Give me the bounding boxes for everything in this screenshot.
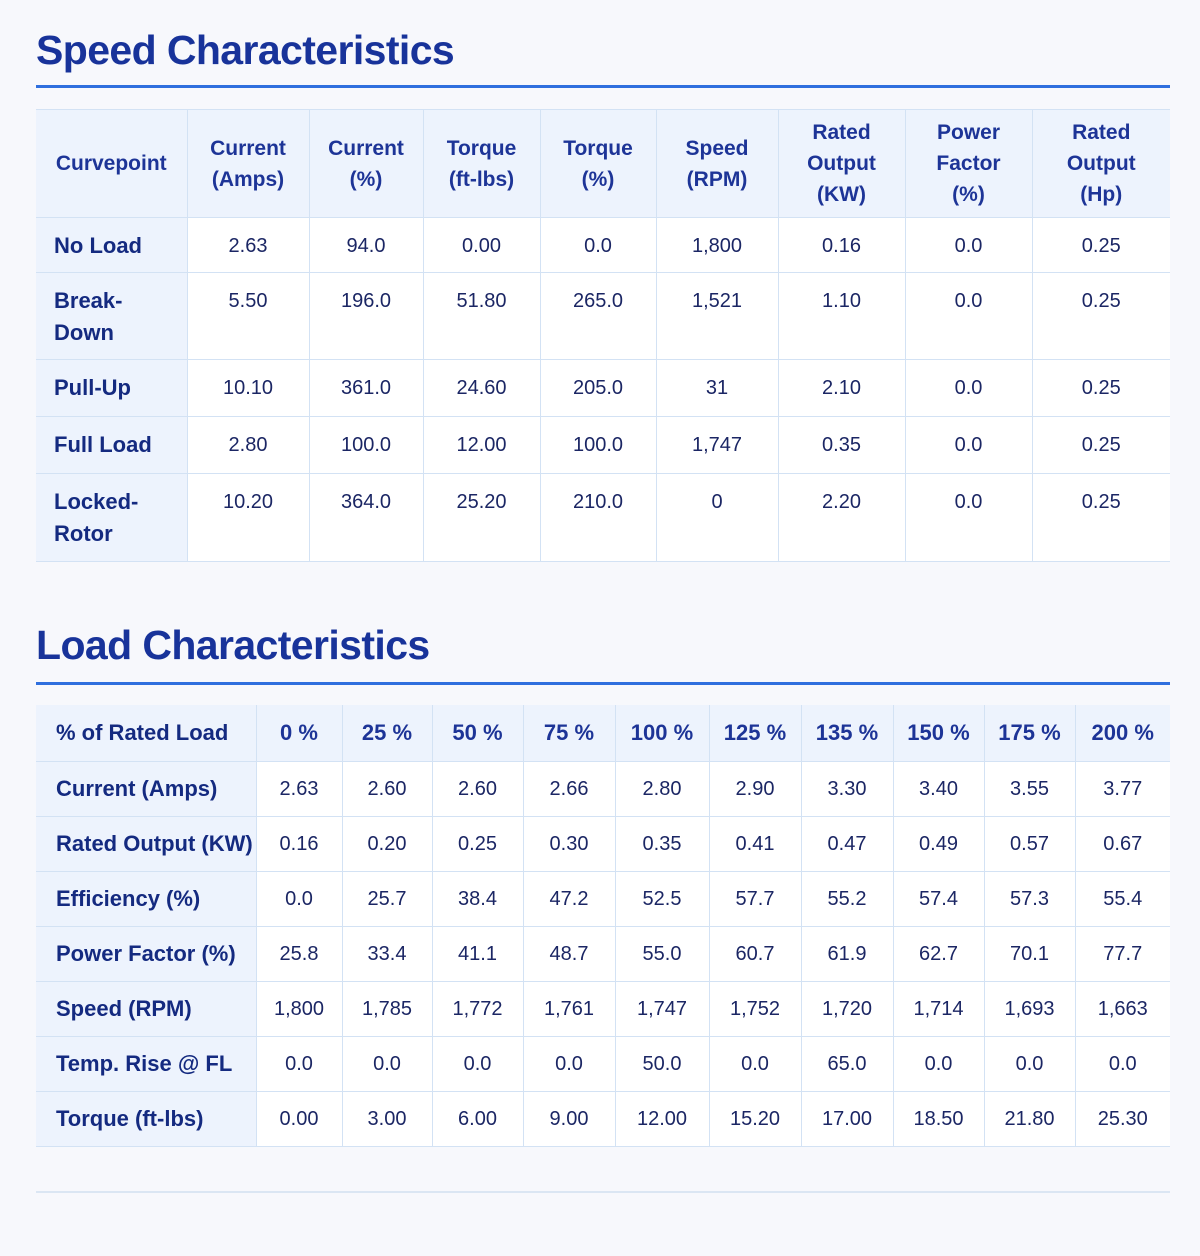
load-row bbox=[36, 982, 1170, 1037]
speed-value-cell: 0.25 bbox=[1032, 218, 1170, 273]
load-value-cell: 47.2 bbox=[523, 872, 615, 927]
load-header-label: % of Rated Load bbox=[36, 705, 256, 762]
load-row bbox=[36, 927, 1170, 982]
speed-value-cell: 1,800 bbox=[656, 218, 778, 273]
speed-value-cell: 0.0 bbox=[905, 273, 1032, 360]
load-value-cell: 38.4 bbox=[432, 872, 523, 927]
load-value-cell: 77.7 bbox=[1075, 927, 1170, 982]
load-value-cell: 3.77 bbox=[1075, 762, 1170, 817]
load-value-cell: 57.4 bbox=[893, 872, 984, 927]
load-value-cell: 6.00 bbox=[432, 1092, 523, 1147]
speed-value-cell: 100.0 bbox=[540, 417, 656, 474]
load-header-cell: 125 % bbox=[709, 705, 801, 762]
speed-value-cell: 0.25 bbox=[1032, 273, 1170, 360]
speed-header-text: Power Factor (%) bbox=[936, 121, 1001, 206]
load-value-cell: 0.0 bbox=[432, 1037, 523, 1092]
speed-title-rule bbox=[36, 85, 1170, 88]
load-value-cell: 57.7 bbox=[709, 872, 801, 927]
speed-value-cell: 361.0 bbox=[309, 360, 423, 417]
speed-value-cell: 94.0 bbox=[309, 218, 423, 273]
load-value-cell: 0.25 bbox=[432, 817, 523, 872]
load-value-cell: 25.30 bbox=[1075, 1092, 1170, 1147]
load-value-cell: 0.0 bbox=[1075, 1037, 1170, 1092]
speed-value-cell: 196.0 bbox=[309, 273, 423, 360]
speed-row-label: Full Load bbox=[36, 417, 187, 474]
load-row bbox=[36, 817, 1170, 872]
speed-row-label: Pull-Up bbox=[36, 360, 187, 417]
speed-header-cell bbox=[656, 110, 778, 218]
speed-value-cell: 2.10 bbox=[778, 360, 905, 417]
speed-value-cell: 0.00 bbox=[423, 218, 540, 273]
speed-value-cell: 0.25 bbox=[1032, 417, 1170, 474]
load-header-row bbox=[36, 705, 1170, 762]
load-row-label: Speed (RPM) bbox=[36, 982, 256, 1037]
load-value-cell: 62.7 bbox=[893, 927, 984, 982]
load-row bbox=[36, 762, 1170, 817]
load-row-label: Current (Amps) bbox=[36, 762, 256, 817]
load-value-cell: 65.0 bbox=[801, 1037, 893, 1092]
speed-value-cell: 210.0 bbox=[540, 474, 656, 562]
load-value-cell: 0.35 bbox=[615, 817, 709, 872]
load-value-cell: 41.1 bbox=[432, 927, 523, 982]
load-value-cell: 25.8 bbox=[256, 927, 342, 982]
load-header-cell: 175 % bbox=[984, 705, 1075, 762]
load-row bbox=[36, 872, 1170, 927]
speed-row-label: Locked- Rotor bbox=[36, 474, 187, 562]
speed-row-label: No Load bbox=[36, 218, 187, 273]
load-value-cell: 57.3 bbox=[984, 872, 1075, 927]
load-value-cell: 1,752 bbox=[709, 982, 801, 1037]
speed-value-cell: 0.0 bbox=[905, 360, 1032, 417]
speed-value-cell: 0.16 bbox=[778, 218, 905, 273]
load-header-cell: 150 % bbox=[893, 705, 984, 762]
load-value-cell: 1,720 bbox=[801, 982, 893, 1037]
load-value-cell: 0.47 bbox=[801, 817, 893, 872]
load-value-cell: 0.67 bbox=[1075, 817, 1170, 872]
load-characteristics-table bbox=[36, 705, 1170, 1147]
speed-value-cell: 31 bbox=[656, 360, 778, 417]
load-value-cell: 55.0 bbox=[615, 927, 709, 982]
load-row-label: Torque (ft-lbs) bbox=[36, 1092, 256, 1147]
speed-header-text: Speed (RPM) bbox=[685, 136, 749, 191]
load-row bbox=[36, 1092, 1170, 1147]
load-header-cell: 135 % bbox=[801, 705, 893, 762]
load-value-cell: 3.30 bbox=[801, 762, 893, 817]
speed-value-cell: 51.80 bbox=[423, 273, 540, 360]
speed-value-cell: 0.25 bbox=[1032, 474, 1170, 562]
speed-value-cell: 364.0 bbox=[309, 474, 423, 562]
load-value-cell: 2.63 bbox=[256, 762, 342, 817]
speed-header-cell bbox=[905, 110, 1032, 218]
speed-row bbox=[36, 273, 1170, 360]
speed-value-cell: 0.0 bbox=[905, 417, 1032, 474]
speed-value-cell: 0 bbox=[656, 474, 778, 562]
load-header-cell: 25 % bbox=[342, 705, 432, 762]
load-value-cell: 21.80 bbox=[984, 1092, 1075, 1147]
load-value-cell: 70.1 bbox=[984, 927, 1075, 982]
load-value-cell: 1,800 bbox=[256, 982, 342, 1037]
load-value-cell: 0.0 bbox=[256, 1037, 342, 1092]
speed-header-row bbox=[36, 110, 1170, 218]
load-header-cell: 200 % bbox=[1075, 705, 1170, 762]
load-value-cell: 15.20 bbox=[709, 1092, 801, 1147]
load-value-cell: 2.60 bbox=[342, 762, 432, 817]
speed-value-cell: 265.0 bbox=[540, 273, 656, 360]
load-value-cell: 0.57 bbox=[984, 817, 1075, 872]
load-value-cell: 1,663 bbox=[1075, 982, 1170, 1037]
load-header-cell: 50 % bbox=[432, 705, 523, 762]
load-value-cell: 2.90 bbox=[709, 762, 801, 817]
speed-header-cell bbox=[309, 110, 423, 218]
speed-value-cell: 0.35 bbox=[778, 417, 905, 474]
load-value-cell: 48.7 bbox=[523, 927, 615, 982]
load-row bbox=[36, 1037, 1170, 1092]
load-row-label: Efficiency (%) bbox=[36, 872, 256, 927]
speed-header-cell: Curvepoint bbox=[36, 110, 187, 218]
load-value-cell: 0.0 bbox=[256, 872, 342, 927]
speed-header-cell bbox=[423, 110, 540, 218]
speed-value-cell: 0.25 bbox=[1032, 360, 1170, 417]
load-value-cell: 1,761 bbox=[523, 982, 615, 1037]
speed-value-cell: 1,521 bbox=[656, 273, 778, 360]
load-value-cell: 0.0 bbox=[893, 1037, 984, 1092]
speed-value-cell: 2.20 bbox=[778, 474, 905, 562]
speed-value-cell: 0.0 bbox=[905, 474, 1032, 562]
load-value-cell: 12.00 bbox=[615, 1092, 709, 1147]
speed-value-cell: 0.0 bbox=[905, 218, 1032, 273]
speed-header-text: Torque (%) bbox=[563, 136, 633, 191]
speed-header-cell bbox=[778, 110, 905, 218]
load-value-cell: 61.9 bbox=[801, 927, 893, 982]
load-value-cell: 0.0 bbox=[342, 1037, 432, 1092]
load-value-cell: 2.60 bbox=[432, 762, 523, 817]
load-row-label: Rated Output (KW) bbox=[36, 817, 256, 872]
load-value-cell: 3.00 bbox=[342, 1092, 432, 1147]
speed-row bbox=[36, 474, 1170, 562]
speed-header-text: Rated Output (KW) bbox=[807, 121, 876, 206]
speed-value-cell: 1.10 bbox=[778, 273, 905, 360]
load-value-cell: 3.55 bbox=[984, 762, 1075, 817]
load-value-cell: 0.0 bbox=[523, 1037, 615, 1092]
speed-row bbox=[36, 417, 1170, 474]
load-value-cell: 1,785 bbox=[342, 982, 432, 1037]
load-value-cell: 17.00 bbox=[801, 1092, 893, 1147]
speed-value-cell: 10.10 bbox=[187, 360, 309, 417]
speed-header-text: Current (%) bbox=[328, 136, 404, 191]
load-value-cell: 3.40 bbox=[893, 762, 984, 817]
load-value-cell: 1,772 bbox=[432, 982, 523, 1037]
speed-value-cell: 1,747 bbox=[656, 417, 778, 474]
footer-divider bbox=[36, 1191, 1170, 1193]
speed-header-cell bbox=[1032, 110, 1170, 218]
load-value-cell: 33.4 bbox=[342, 927, 432, 982]
speed-value-cell: 0.0 bbox=[540, 218, 656, 273]
speed-value-cell: 12.00 bbox=[423, 417, 540, 474]
speed-value-cell: 24.60 bbox=[423, 360, 540, 417]
speed-value-cell: 100.0 bbox=[309, 417, 423, 474]
speed-value-cell: 205.0 bbox=[540, 360, 656, 417]
load-value-cell: 1,714 bbox=[893, 982, 984, 1037]
load-header-cell: 100 % bbox=[615, 705, 709, 762]
load-value-cell: 0.0 bbox=[709, 1037, 801, 1092]
load-row-label: Temp. Rise @ FL bbox=[36, 1037, 256, 1092]
load-value-cell: 2.66 bbox=[523, 762, 615, 817]
load-value-cell: 0.0 bbox=[984, 1037, 1075, 1092]
load-value-cell: 1,693 bbox=[984, 982, 1075, 1037]
load-value-cell: 18.50 bbox=[893, 1092, 984, 1147]
load-value-cell: 2.80 bbox=[615, 762, 709, 817]
load-value-cell: 0.00 bbox=[256, 1092, 342, 1147]
speed-value-cell: 2.63 bbox=[187, 218, 309, 273]
load-value-cell: 0.20 bbox=[342, 817, 432, 872]
load-value-cell: 60.7 bbox=[709, 927, 801, 982]
load-value-cell: 25.7 bbox=[342, 872, 432, 927]
speed-row-label: Break- Down bbox=[36, 273, 187, 360]
speed-value-cell: 25.20 bbox=[423, 474, 540, 562]
load-value-cell: 52.5 bbox=[615, 872, 709, 927]
load-header-cell: 0 % bbox=[256, 705, 342, 762]
load-title-rule bbox=[36, 682, 1170, 685]
load-value-cell: 0.30 bbox=[523, 817, 615, 872]
load-value-cell: 0.16 bbox=[256, 817, 342, 872]
speed-header-text: Current (Amps) bbox=[210, 136, 286, 191]
load-row-label: Power Factor (%) bbox=[36, 927, 256, 982]
speed-header-text: Rated Output (Hp) bbox=[1066, 121, 1136, 206]
load-value-cell: 50.0 bbox=[615, 1037, 709, 1092]
load-header-cell: 75 % bbox=[523, 705, 615, 762]
load-value-cell: 0.49 bbox=[893, 817, 984, 872]
speed-characteristics-title: Speed Characteristics bbox=[36, 27, 455, 73]
speed-header-cell bbox=[540, 110, 656, 218]
load-value-cell: 55.2 bbox=[801, 872, 893, 927]
speed-header-text: Torque (ft-lbs) bbox=[446, 136, 517, 191]
speed-row bbox=[36, 218, 1170, 273]
speed-characteristics-table bbox=[36, 109, 1170, 562]
load-value-cell: 1,747 bbox=[615, 982, 709, 1037]
speed-value-cell: 10.20 bbox=[187, 474, 309, 562]
speed-header-cell bbox=[187, 110, 309, 218]
load-characteristics-title: Load Characteristics bbox=[36, 622, 430, 668]
load-value-cell: 9.00 bbox=[523, 1092, 615, 1147]
load-value-cell: 55.4 bbox=[1075, 872, 1170, 927]
speed-value-cell: 5.50 bbox=[187, 273, 309, 360]
speed-row bbox=[36, 360, 1170, 417]
speed-value-cell: 2.80 bbox=[187, 417, 309, 474]
load-value-cell: 0.41 bbox=[709, 817, 801, 872]
